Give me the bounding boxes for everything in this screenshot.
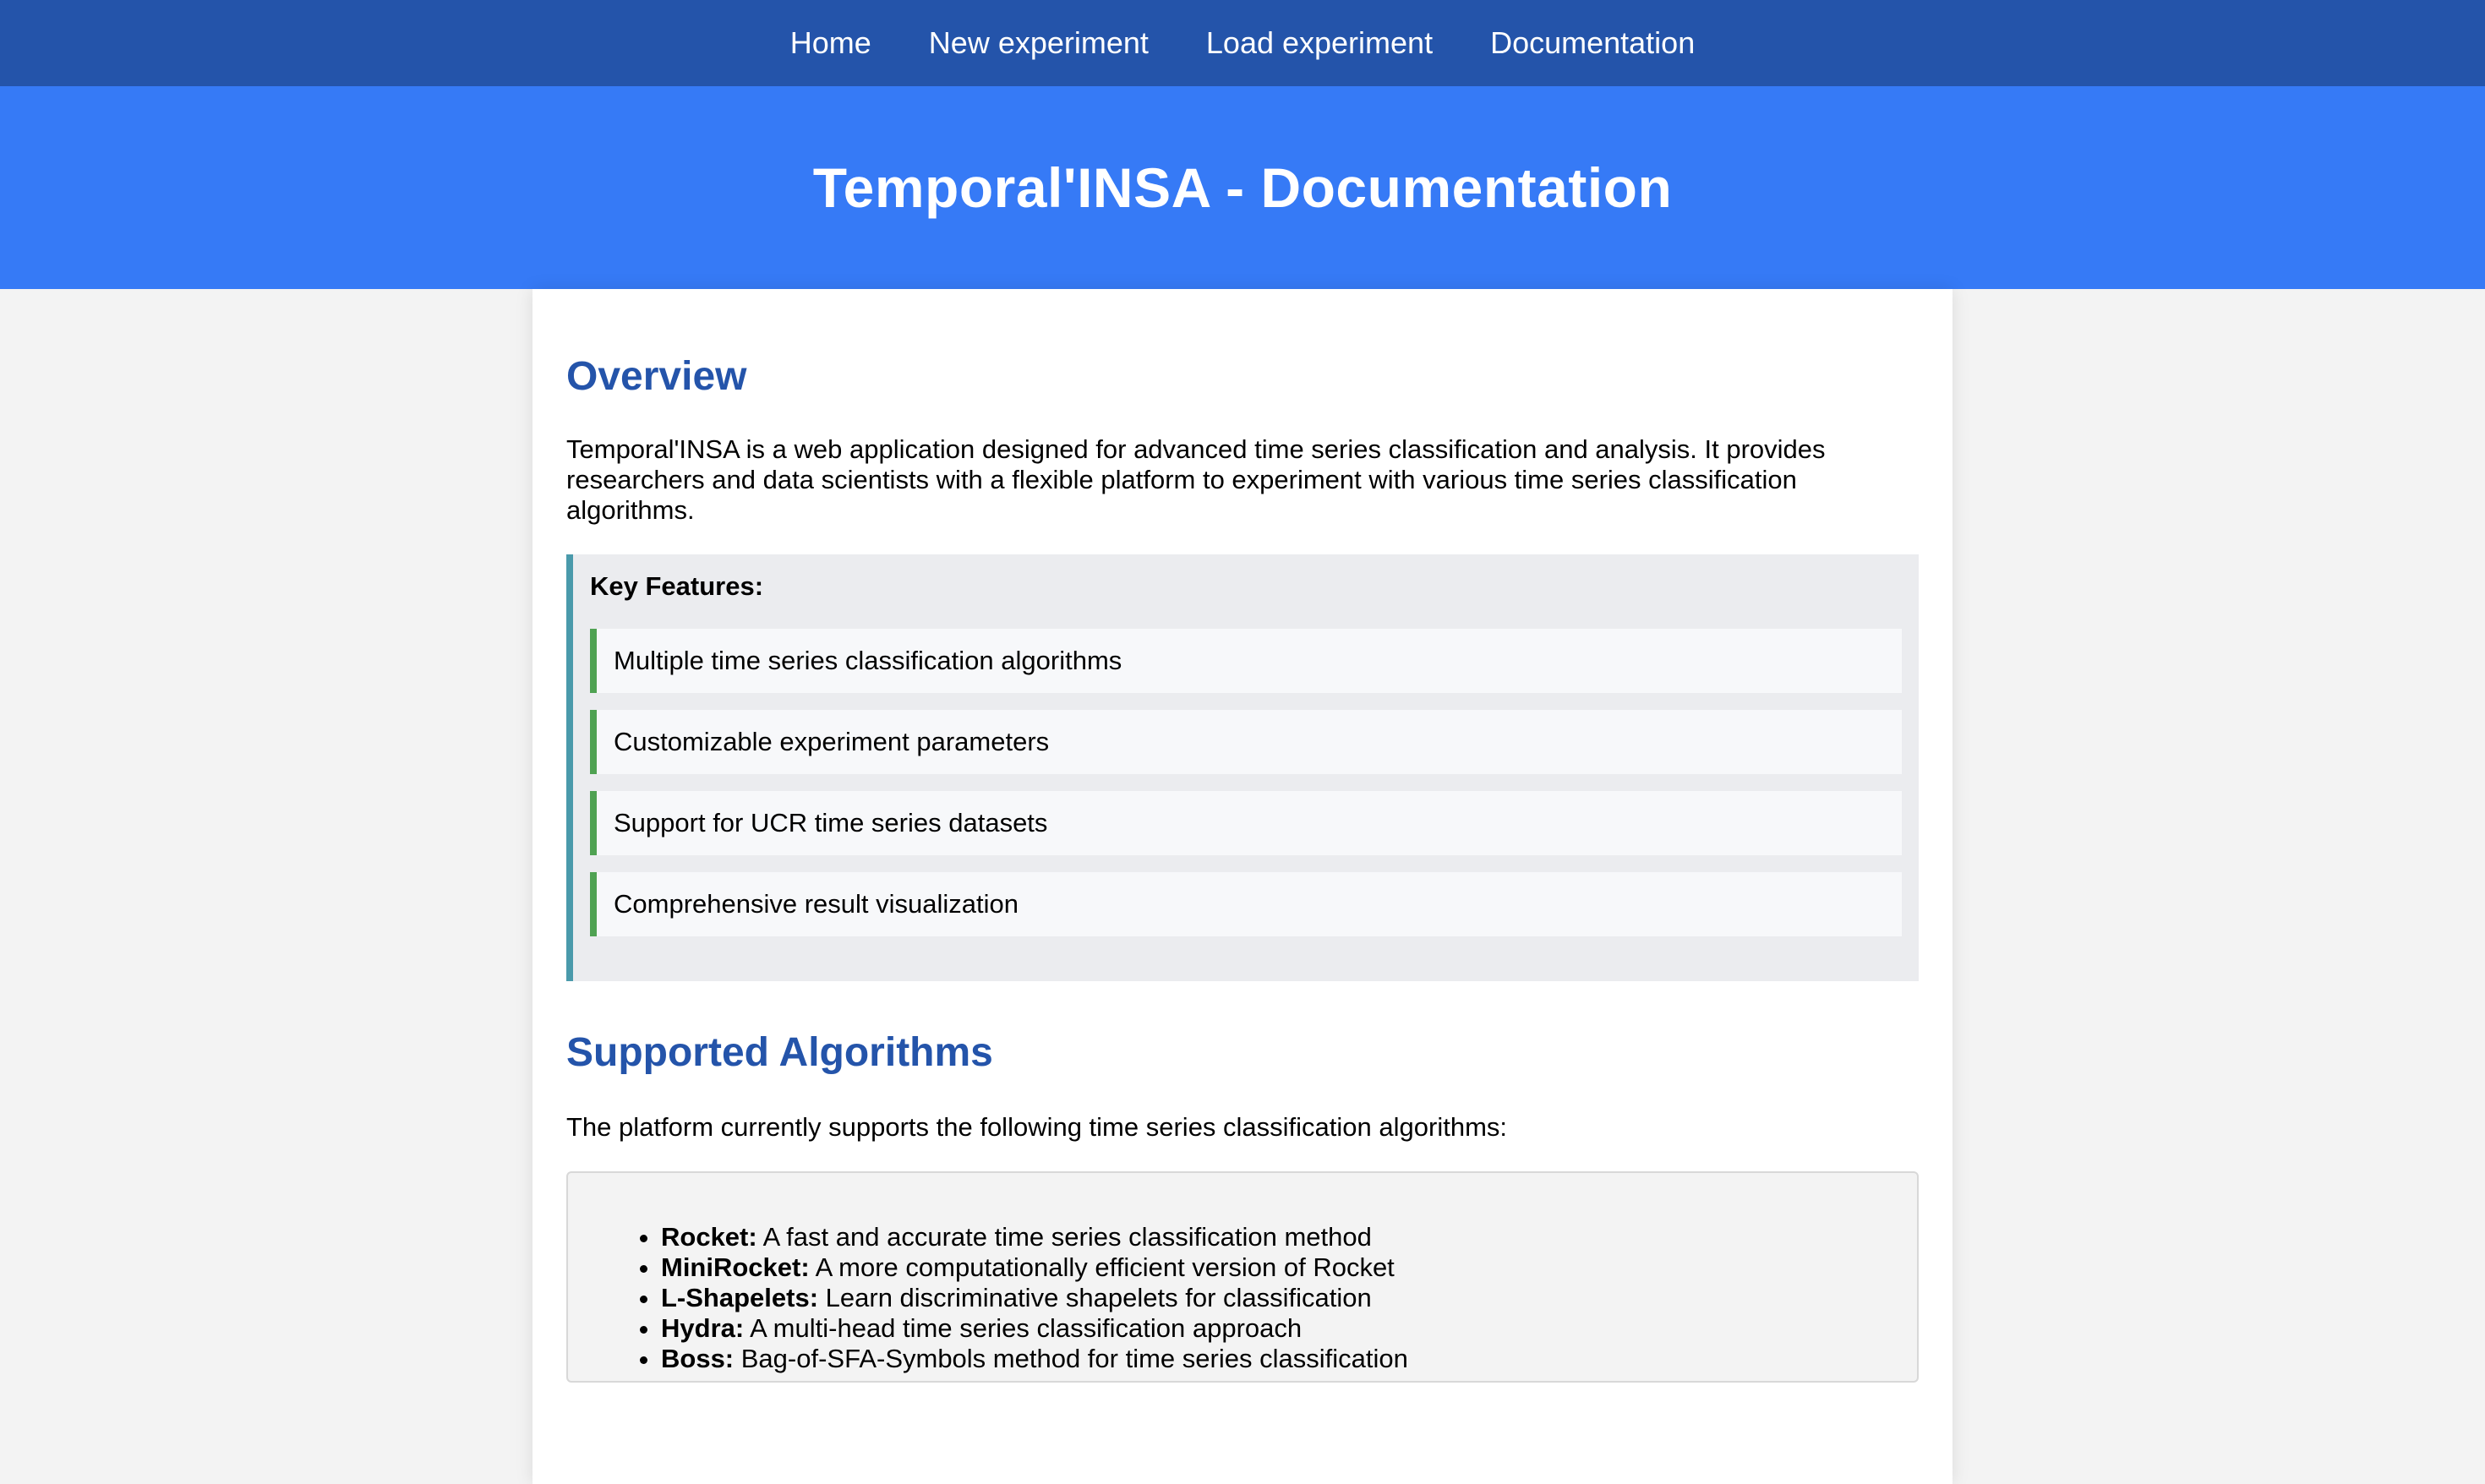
nav-load-experiment-link[interactable]: Load experiment — [1205, 25, 1434, 60]
algorithm-item — [661, 1313, 1408, 1344]
algorithm-item — [661, 1222, 1408, 1252]
feature-item: Comprehensive result visualization — [590, 872, 1902, 936]
algorithm-description: Learn discriminative shapelets for classification — [818, 1283, 1372, 1312]
page-title: Temporal'INSA - Documentation — [812, 156, 1673, 219]
algorithms-list-box — [566, 1171, 1919, 1383]
top-nav — [0, 0, 2485, 86]
feature-item: Support for UCR time series datasets — [590, 791, 1902, 855]
documentation-content — [532, 289, 1952, 1484]
page-header — [0, 86, 2485, 289]
algorithm-name: L-Shapelets: — [661, 1283, 819, 1312]
algorithm-name: Rocket: — [661, 1222, 757, 1252]
feature-item: Multiple time series classification algorithms — [590, 629, 1902, 693]
algorithm-description: A more computationally efficient version of Rocket — [809, 1252, 1395, 1282]
algorithm-name: Hydra: — [661, 1313, 745, 1343]
key-features-box — [566, 554, 1919, 981]
overview-heading: Overview — [566, 354, 747, 399]
algorithm-description: A multi-head time series classification approach — [744, 1313, 1303, 1343]
algorithm-name: Boss: — [661, 1344, 735, 1373]
algorithms-list — [568, 1222, 1408, 1374]
algorithm-description: Bag-of-SFA-Symbols method for time series classification — [734, 1344, 1408, 1373]
feature-item: Customizable experiment parameters — [590, 710, 1902, 774]
algorithms-intro: The platform currently supports the following time series classification algorithms: — [566, 1112, 1508, 1142]
algorithm-item — [661, 1283, 1408, 1313]
algorithm-item — [661, 1344, 1408, 1374]
overview-paragraph: Temporal'INSA is a web application designed for advanced time series classification and analysis. It provides researchers and data scientists with a flexible platform to experiment with various time series classification algorithms. — [566, 434, 1826, 525]
nav-documentation-link[interactable]: Documentation — [1490, 25, 1696, 60]
key-features-title: Key Features: — [590, 571, 764, 601]
algorithm-item — [661, 1252, 1408, 1283]
nav-new-experiment-link[interactable]: New experiment — [928, 25, 1149, 60]
supported-algorithms-heading: Supported Algorithms — [566, 1030, 993, 1075]
algorithm-description: A fast and accurate time series classification method — [756, 1222, 1372, 1252]
algorithm-name: MiniRocket: — [661, 1252, 810, 1282]
nav-home-link[interactable]: Home — [789, 25, 871, 60]
